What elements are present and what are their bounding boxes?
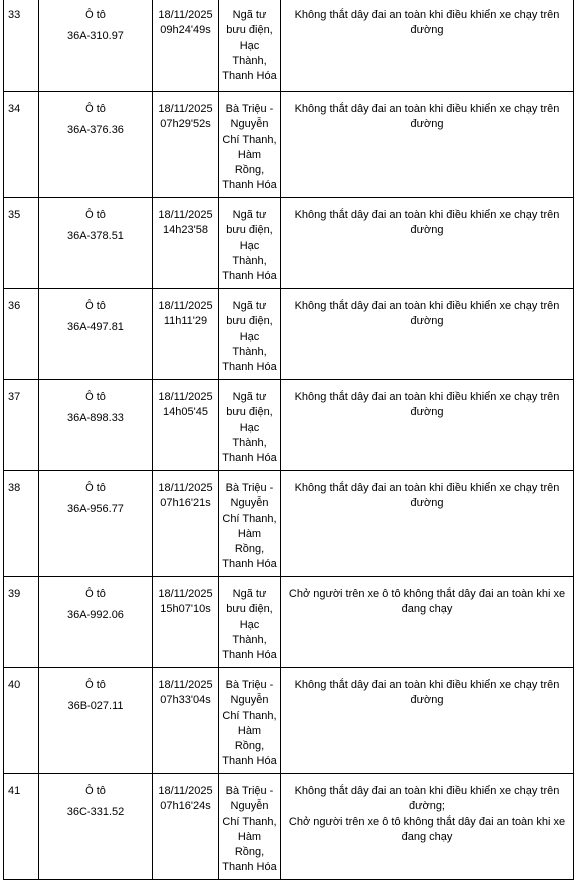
- location-line: bưu điện,: [226, 406, 273, 419]
- row-number: 36: [8, 300, 21, 312]
- location-line: Rồng,: [234, 543, 265, 556]
- row-number: 37: [8, 391, 21, 403]
- row-number-cell: [4, 471, 39, 577]
- location-line: bưu điện,: [226, 24, 273, 37]
- violation-date: 18/11/2025: [158, 209, 213, 221]
- violation-time: 14h23'58: [163, 224, 208, 237]
- location-line: Hạc: [239, 239, 260, 252]
- vehicle-type: Ô tô: [85, 588, 106, 600]
- row-number-cell: [4, 577, 39, 668]
- location-line: Bà Triệu -: [225, 103, 274, 115]
- violation-description-line: đường;: [409, 800, 445, 813]
- location-line: Thanh Hóa: [222, 179, 277, 192]
- table-row: [4, 92, 574, 198]
- license-plate: 36A-956.77: [67, 503, 124, 516]
- vehicle-cell: [39, 471, 153, 577]
- violation-date: 18/11/2025: [158, 391, 213, 403]
- violation-date: 18/11/2025: [158, 785, 213, 797]
- row-number-cell: [4, 289, 39, 380]
- violation-time: 09h24'49s: [160, 24, 211, 37]
- location-line: Nguyễn: [230, 118, 269, 131]
- vehicle-type: Ô tô: [85, 679, 106, 691]
- license-plate: 36B-027.11: [67, 700, 124, 713]
- location-line: Rồng,: [234, 164, 265, 177]
- license-plate: 36A-992.06: [67, 609, 124, 622]
- location-line: Hàm: [237, 527, 262, 540]
- row-number: 34: [8, 103, 21, 115]
- location-line: bưu điện,: [226, 315, 273, 328]
- row-number: 35: [8, 209, 21, 221]
- license-plate: 36C-331.52: [66, 806, 125, 819]
- location-line: Thanh Hóa: [222, 649, 277, 662]
- violation-date: 18/11/2025: [158, 679, 213, 691]
- violation-description-line: Không thắt dây đai an toàn khi điều khiển xe chạy trên: [294, 785, 560, 797]
- location-cell: [219, 289, 281, 380]
- violation-description-cell: [281, 92, 574, 198]
- row-number-cell: [4, 774, 39, 880]
- vehicle-type: Ô tô: [85, 300, 106, 312]
- location-cell: [219, 92, 281, 198]
- vehicle-cell: [39, 198, 153, 289]
- location-line: Thanh Hóa: [222, 861, 277, 874]
- vehicle-cell: [39, 577, 153, 668]
- violation-time: 07h16'24s: [160, 800, 211, 813]
- location-line: Thanh Hóa: [222, 361, 277, 374]
- table-row: [4, 774, 574, 880]
- violation-description-line: đang chạy: [401, 830, 453, 843]
- violation-description-line: Không thắt dây đai an toàn khi điều khiển xe chạy trên đường: [294, 679, 560, 707]
- location-line: Chí Thanh,: [222, 512, 277, 525]
- violation-time-cell: [153, 471, 219, 577]
- vehicle-type: Ô tô: [85, 391, 106, 403]
- location-line: Ngã tư: [232, 588, 267, 600]
- table-row: [4, 289, 574, 380]
- location-cell: [219, 471, 281, 577]
- vehicle-cell: [39, 380, 153, 471]
- location-line: Nguyễn: [230, 800, 269, 813]
- violation-description-cell: [281, 198, 574, 289]
- location-line: Hạc: [239, 618, 260, 631]
- vehicle-cell: [39, 774, 153, 880]
- row-number-cell: [4, 668, 39, 774]
- vehicle-type: Ô tô: [85, 9, 106, 21]
- location-line: bưu điện,: [226, 603, 273, 616]
- vehicle-cell: [39, 0, 153, 92]
- location-line: Thanh Hóa: [222, 755, 277, 768]
- violation-time-cell: [153, 577, 219, 668]
- violation-description-cell: [281, 577, 574, 668]
- location-line: Rồng,: [234, 846, 265, 859]
- violation-date: 18/11/2025: [158, 482, 213, 494]
- violation-description-line: Không thắt dây đai an toàn khi điều khiển xe chạy trên đường: [294, 300, 560, 328]
- vehicle-type: Ô tô: [85, 103, 106, 115]
- violation-date: 18/11/2025: [158, 588, 213, 600]
- table-row: [4, 198, 574, 289]
- row-number: 39: [8, 588, 21, 600]
- location-line: Hạc: [239, 330, 260, 343]
- location-line: Nguyễn: [230, 497, 269, 510]
- location-cell: [219, 380, 281, 471]
- row-number: 41: [8, 785, 21, 797]
- location-line: Nguyễn: [230, 694, 269, 707]
- location-cell: [219, 577, 281, 668]
- license-plate: 36A-310.97: [67, 30, 124, 43]
- vehicle-type: Ô tô: [85, 209, 106, 221]
- location-line: Thành,: [232, 436, 267, 449]
- violation-description-line: Không thắt dây đai an toàn khi điều khiển xe chạy trên đường: [294, 482, 560, 510]
- vehicle-cell: [39, 92, 153, 198]
- table-row: [4, 577, 574, 668]
- row-number-cell: [4, 380, 39, 471]
- license-plate: 36A-497.81: [67, 321, 124, 334]
- violation-time: 07h33'04s: [160, 694, 211, 707]
- row-number-cell: [4, 0, 39, 92]
- violation-description-line: Không thắt dây đai an toàn khi điều khiển xe chạy trên đường: [294, 209, 560, 237]
- violation-time: 07h16'21s: [160, 497, 211, 510]
- violation-time-cell: [153, 198, 219, 289]
- location-cell: [219, 0, 281, 92]
- violation-description-line: Không thắt dây đai an toàn khi điều khiển xe chạy trên đường: [294, 391, 560, 419]
- location-line: Chí Thanh,: [222, 815, 277, 828]
- violation-date: 18/11/2025: [158, 103, 213, 115]
- row-number-cell: [4, 92, 39, 198]
- violation-time: 07h29'52s: [160, 118, 211, 131]
- location-line: Thanh Hóa: [222, 558, 277, 571]
- violation-time: 11h11'29: [163, 315, 208, 328]
- row-number: 38: [8, 482, 21, 494]
- row-number: 33: [8, 9, 21, 21]
- location-cell: [219, 668, 281, 774]
- location-line: Thanh Hóa: [222, 270, 277, 283]
- location-line: Hàm: [237, 830, 262, 843]
- violation-date: 18/11/2025: [158, 300, 213, 312]
- table-row: [4, 471, 574, 577]
- location-line: Rồng,: [234, 740, 265, 753]
- violation-time: 15h07'10s: [160, 603, 211, 616]
- location-line: Hạc: [239, 421, 260, 434]
- location-line: Ngã tư: [232, 300, 267, 312]
- vehicle-cell: [39, 668, 153, 774]
- violation-description-line: Không thắt dây đai an toàn khi điều khiển xe chạy trên đường: [294, 103, 560, 131]
- location-line: Bà Triệu -: [225, 679, 274, 691]
- violation-description-line: Chở người trên xe ô tô không thắt dây đai an toàn khi xe: [288, 815, 566, 828]
- location-line: Ngã tư: [232, 9, 267, 21]
- row-number: 40: [8, 679, 21, 691]
- location-line: Bà Triệu -: [225, 785, 274, 797]
- location-line: Hàm: [237, 724, 262, 737]
- location-cell: [219, 774, 281, 880]
- location-line: Thành,: [232, 345, 267, 358]
- location-line: Chí Thanh,: [222, 133, 277, 146]
- violation-description-cell: [281, 774, 574, 880]
- location-line: Ngã tư: [232, 391, 267, 403]
- violation-time-cell: [153, 380, 219, 471]
- location-line: Ngã tư: [232, 209, 267, 221]
- location-line: Hàm: [237, 148, 262, 161]
- violation-time-cell: [153, 668, 219, 774]
- violation-time-cell: [153, 92, 219, 198]
- row-number-cell: [4, 198, 39, 289]
- location-line: Thanh Hóa: [222, 70, 277, 83]
- location-line: Thành,: [232, 54, 267, 67]
- violation-description-cell: [281, 289, 574, 380]
- violation-description-cell: [281, 668, 574, 774]
- violation-description-line: Chở người trên xe ô tô không thắt dây đai an toàn khi xe: [288, 588, 566, 600]
- license-plate: 36A-378.51: [67, 230, 124, 243]
- vehicle-type: Ô tô: [85, 785, 106, 797]
- vehicle-cell: [39, 289, 153, 380]
- violation-date: 18/11/2025: [158, 9, 213, 21]
- violations-table-body: [4, 0, 574, 880]
- vehicle-type: Ô tô: [85, 482, 106, 494]
- violation-description-line: Không thắt dây đai an toàn khi điều khiển xe chạy trên đường: [294, 9, 560, 37]
- violation-description-cell: [281, 380, 574, 471]
- violation-time-cell: [153, 289, 219, 380]
- license-plate: 36A-376.36: [67, 124, 124, 137]
- location-cell: [219, 198, 281, 289]
- license-plate: 36A-898.33: [67, 412, 124, 425]
- violation-time-cell: [153, 774, 219, 880]
- location-line: Thanh Hóa: [222, 452, 277, 465]
- location-line: Bà Triệu -: [225, 482, 274, 494]
- location-line: Hạc: [239, 39, 260, 52]
- location-line: bưu điện,: [226, 224, 273, 237]
- table-row: [4, 380, 574, 471]
- location-line: Chí Thanh,: [222, 709, 277, 722]
- violation-time: 14h05'45: [163, 406, 208, 419]
- violations-table: [3, 0, 574, 880]
- violation-description-line: đang chạy: [401, 603, 453, 616]
- location-line: Thành,: [232, 633, 267, 646]
- violation-description-cell: [281, 471, 574, 577]
- location-line: Thành,: [232, 254, 267, 267]
- table-row: [4, 668, 574, 774]
- violation-time-cell: [153, 0, 219, 92]
- violation-description-cell: [281, 0, 574, 92]
- table-row: [4, 0, 574, 92]
